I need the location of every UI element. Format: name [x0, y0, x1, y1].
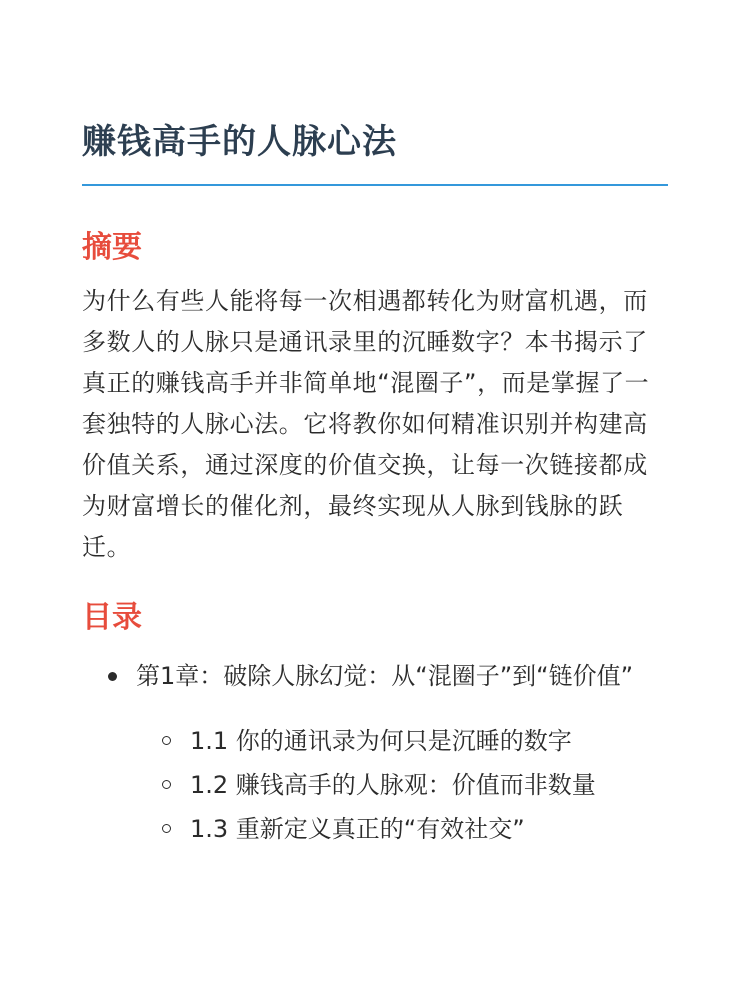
title-divider: [82, 184, 668, 186]
toc-heading: 目录: [82, 600, 142, 635]
page-title: 赚钱高手的人脉心法: [82, 122, 397, 162]
hollow-bullet-icon: [162, 824, 171, 833]
chapter-label: 第1章：破除人脉幻觉：从“混圈子”到“链价值”: [136, 662, 634, 690]
hollow-bullet-icon: [162, 780, 171, 789]
toc-section-item: [136, 807, 668, 851]
chapter-sections: [136, 719, 668, 851]
hollow-bullet-icon: [162, 736, 171, 745]
toc-section-item: [136, 719, 668, 763]
section-label: 1.2 赚钱高手的人脉观：价值而非数量: [190, 771, 596, 799]
summary-heading: 摘要: [82, 230, 142, 265]
summary-paragraph: 为什么有些人能将每一次相遇都转化为财富机遇，而多数人的人脉只是通讯录里的沉睡数字？本书揭示了真正的赚钱高手并非简单地“混圈子”，而是掌握了一套独特的人脉心法。它将教你如何精准识别并构建高价值关系，通过深度的价值交换，让每一次链接都成为财富增长的催化剂，最终实现从人脉到钱脉的跃迁。: [82, 287, 650, 561]
toc-section-item: [136, 763, 668, 807]
section-label: 1.1 你的通讯录为何只是沉睡的数字: [190, 727, 572, 755]
filled-bullet-icon: [108, 672, 117, 681]
section-label: 1.3 重新定义真正的“有效社交”: [190, 815, 525, 843]
toc-chapter-item: [82, 656, 668, 851]
table-of-contents: [82, 656, 668, 851]
